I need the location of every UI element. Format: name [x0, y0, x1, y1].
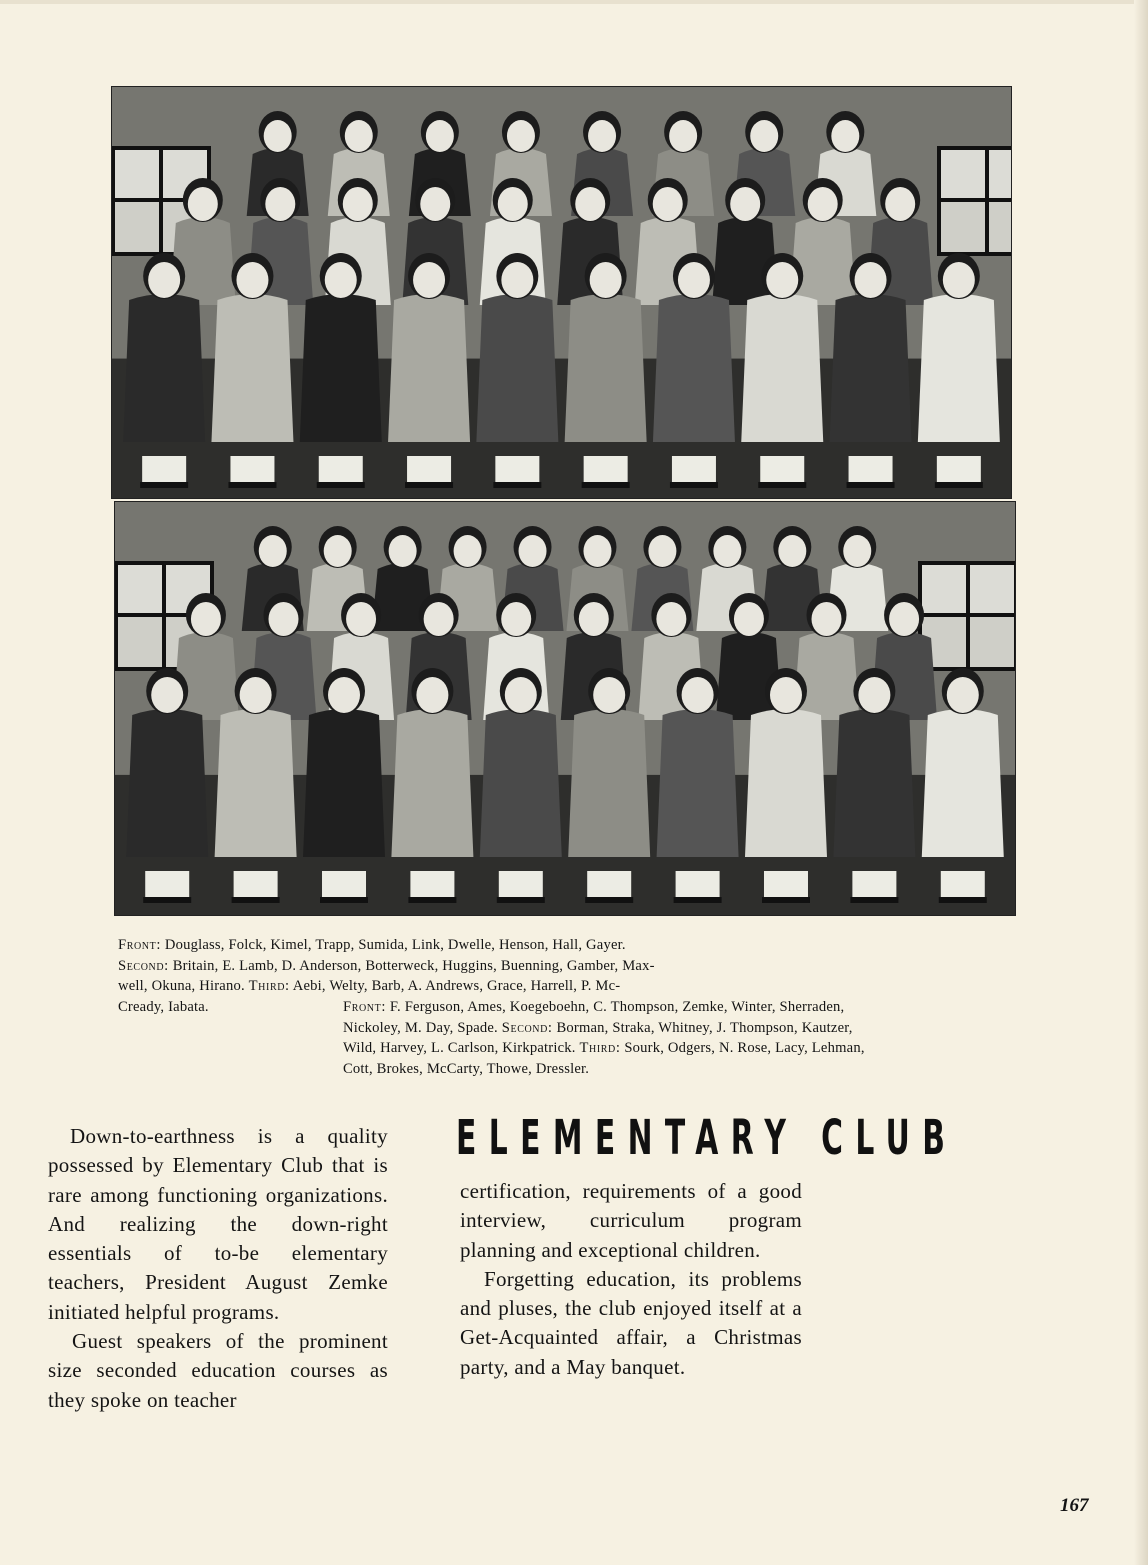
- person-face: [426, 120, 454, 152]
- person-legs: [760, 456, 804, 486]
- person-shoes: [935, 482, 983, 488]
- person-body: [745, 709, 827, 857]
- body-paragraph: Guest speakers of the prominent size seconded education courses as they spoke on teacher: [48, 1329, 388, 1412]
- person-body: [653, 294, 735, 442]
- person-face: [766, 262, 798, 298]
- person-body: [568, 709, 650, 857]
- window-pane: [941, 202, 985, 252]
- person-legs: [319, 456, 363, 486]
- person-shoes: [585, 897, 633, 903]
- person-face: [590, 262, 622, 298]
- person-face: [593, 677, 625, 713]
- person-face: [424, 602, 454, 636]
- window-pane: [941, 150, 985, 198]
- person-face: [265, 187, 295, 221]
- caption-second-names: Britain, E. Lamb, D. Anderson, Botterweck, Huggins, Buenning, Gamber, Max-: [172, 957, 655, 974]
- window-pane: [989, 202, 1012, 252]
- group-photo-top-image: [111, 86, 1012, 499]
- person-face: [191, 602, 221, 636]
- caption-third-names: Aebi, Welty, Barb, A. Andrews, Grace, Harrell, P. Mc-: [292, 978, 621, 995]
- person-face: [858, 677, 890, 713]
- person-body: [565, 294, 647, 442]
- person-face: [498, 187, 528, 221]
- window-pane: [115, 202, 159, 252]
- person-shoes: [758, 482, 806, 488]
- person-face: [148, 262, 180, 298]
- person-face: [454, 535, 482, 567]
- body-paragraph: Down-to-earthness is a quality possessed by Elementary Club that is rare among functioning organizations. And realizing the down-right essentials of to-be elementary teachers, President August Zemke initiated helpful programs.: [48, 1124, 388, 1324]
- person-face: [389, 535, 417, 567]
- person-legs: [234, 871, 278, 901]
- window-pane: [970, 565, 1014, 613]
- person-shoes: [847, 482, 895, 488]
- person-body: [794, 632, 860, 720]
- person-face: [328, 677, 360, 713]
- person-body: [388, 294, 470, 442]
- person-face: [420, 187, 450, 221]
- person-body: [391, 709, 473, 857]
- person-face: [240, 677, 272, 713]
- person-body: [300, 294, 382, 442]
- person-legs: [676, 871, 720, 901]
- window-pane: [118, 565, 162, 613]
- person-face: [236, 262, 268, 298]
- person-body: [657, 709, 739, 857]
- person-shoes: [762, 897, 810, 903]
- page-binding-edge: [1134, 0, 1148, 1565]
- person-face: [507, 120, 535, 152]
- caption-second-names-cont: well, Okuna, Hirano.: [118, 978, 245, 995]
- person-face: [579, 602, 609, 636]
- person-body: [211, 294, 293, 442]
- person-face: [413, 262, 445, 298]
- person-face: [653, 187, 683, 221]
- person-face: [505, 677, 537, 713]
- person-face: [648, 535, 676, 567]
- person-body: [922, 709, 1004, 857]
- person-legs: [587, 871, 631, 901]
- person-shoes: [497, 897, 545, 903]
- person-legs: [142, 456, 186, 486]
- caption-second-names-cont: Wild, Harvey, L. Carlson, Kirkpatrick.: [343, 1040, 576, 1057]
- person-legs: [499, 871, 543, 901]
- person-legs: [584, 456, 628, 486]
- person-body: [833, 709, 915, 857]
- caption-second-label: Second:: [501, 1019, 553, 1036]
- person-shoes: [850, 897, 898, 903]
- person-legs: [672, 456, 716, 486]
- person-body: [126, 709, 208, 857]
- person-face: [889, 602, 919, 636]
- person-shoes: [140, 482, 188, 488]
- person-legs: [495, 456, 539, 486]
- person-face: [343, 187, 373, 221]
- caption-third-names: Sourk, Odgers, N. Rose, Lacy, Lehman,: [624, 1040, 865, 1057]
- body-column-left: [48, 1122, 388, 1415]
- caption-second-label: Second:: [118, 957, 169, 974]
- person-legs: [322, 871, 366, 901]
- person-legs: [937, 456, 981, 486]
- caption-front-names-cont: Nickoley, M. Day, Spade.: [343, 1019, 498, 1036]
- person-face: [770, 677, 802, 713]
- caption-third-names-cont: Cready, Iabata.: [118, 998, 209, 1015]
- person-shoes: [143, 897, 191, 903]
- person-shoes: [408, 897, 456, 903]
- page-number: 167: [1060, 1495, 1089, 1516]
- person-face: [268, 602, 298, 636]
- person-face: [808, 187, 838, 221]
- person-shoes: [493, 482, 541, 488]
- person-legs: [941, 871, 985, 901]
- group-photo-top: [111, 86, 1012, 499]
- person-shoes: [674, 897, 722, 903]
- person-face: [519, 535, 547, 567]
- person-shoes: [228, 482, 276, 488]
- person-body: [741, 294, 823, 442]
- person-shoes: [670, 482, 718, 488]
- person-face: [678, 262, 710, 298]
- person-legs: [852, 871, 896, 901]
- person-legs: [849, 456, 893, 486]
- person-face: [778, 535, 806, 567]
- caption-front-names: F. Ferguson, Ames, Koegeboehn, C. Thompson, Zemke, Winter, Sherraden,: [389, 999, 845, 1015]
- person-face: [734, 602, 764, 636]
- person-face: [885, 187, 915, 221]
- caption-third-label: Third:: [579, 1040, 621, 1057]
- person-face: [264, 120, 292, 152]
- person-face: [345, 120, 373, 152]
- caption-third-names-cont: Cott, Brokes, McCarty, Thowe, Dressler.: [343, 1060, 590, 1077]
- caption-third-label: Third:: [248, 978, 290, 995]
- window-pane: [922, 565, 966, 613]
- window-pane: [118, 617, 162, 667]
- person-face: [682, 677, 714, 713]
- person-body: [790, 217, 856, 305]
- body-paragraph: certification, requirements of a good interview, curriculum program planning and exceptional children.: [460, 1179, 802, 1262]
- window-pane: [989, 150, 1012, 198]
- person-face: [151, 677, 183, 713]
- caption-front-label: Front:: [118, 937, 161, 953]
- person-face: [750, 120, 778, 152]
- person-shoes: [320, 897, 368, 903]
- window-pane: [970, 617, 1014, 667]
- body-column-right: [460, 1177, 802, 1382]
- person-face: [730, 187, 760, 221]
- caption-bottom-photo: [343, 997, 1028, 1079]
- person-face: [583, 535, 611, 567]
- person-face: [325, 262, 357, 298]
- person-face: [669, 120, 697, 152]
- person-face: [259, 535, 287, 567]
- person-legs: [410, 871, 454, 901]
- caption-front-label: Front:: [343, 999, 386, 1015]
- page-top-edge: [0, 0, 1148, 4]
- person-face: [588, 120, 616, 152]
- person-face: [831, 120, 859, 152]
- person-body: [123, 294, 205, 442]
- person-face: [416, 677, 448, 713]
- person-shoes: [317, 482, 365, 488]
- person-legs: [230, 456, 274, 486]
- person-face: [346, 602, 376, 636]
- person-body: [918, 294, 1000, 442]
- person-shoes: [232, 897, 280, 903]
- person-body: [215, 709, 297, 857]
- group-photo-bottom: [114, 501, 1016, 916]
- body-paragraph: Forgetting education, its problems and pluses, the club enjoyed itself at a Get-Acquainted affair, a Christmas party, and a May banquet.: [460, 1266, 802, 1379]
- person-body: [830, 294, 912, 442]
- person-face: [943, 262, 975, 298]
- caption-front-names: Douglass, Folck, Kimel, Trapp, Sumida, Link, Dwelle, Henson, Hall, Gayer.: [164, 937, 626, 953]
- person-shoes: [582, 482, 630, 488]
- person-face: [947, 677, 979, 713]
- person-legs: [145, 871, 189, 901]
- person-face: [855, 262, 887, 298]
- person-face: [501, 602, 531, 636]
- window-pane: [115, 150, 159, 198]
- group-photo-bottom-image: [114, 501, 1016, 916]
- person-face: [656, 602, 686, 636]
- person-legs: [407, 456, 451, 486]
- person-face: [843, 535, 871, 567]
- person-face: [324, 535, 352, 567]
- person-body: [476, 294, 558, 442]
- person-face: [575, 187, 605, 221]
- person-face: [713, 535, 741, 567]
- person-face: [501, 262, 533, 298]
- person-face: [812, 602, 842, 636]
- caption-second-names: Borman, Straka, Whitney, J. Thompson, Kautzer,: [556, 1019, 853, 1036]
- person-legs: [764, 871, 808, 901]
- person-body: [480, 709, 562, 857]
- person-shoes: [939, 897, 987, 903]
- person-shoes: [405, 482, 453, 488]
- person-face: [188, 187, 218, 221]
- page-title: ELEMENTARY CLUB: [456, 1110, 958, 1166]
- person-body: [303, 709, 385, 857]
